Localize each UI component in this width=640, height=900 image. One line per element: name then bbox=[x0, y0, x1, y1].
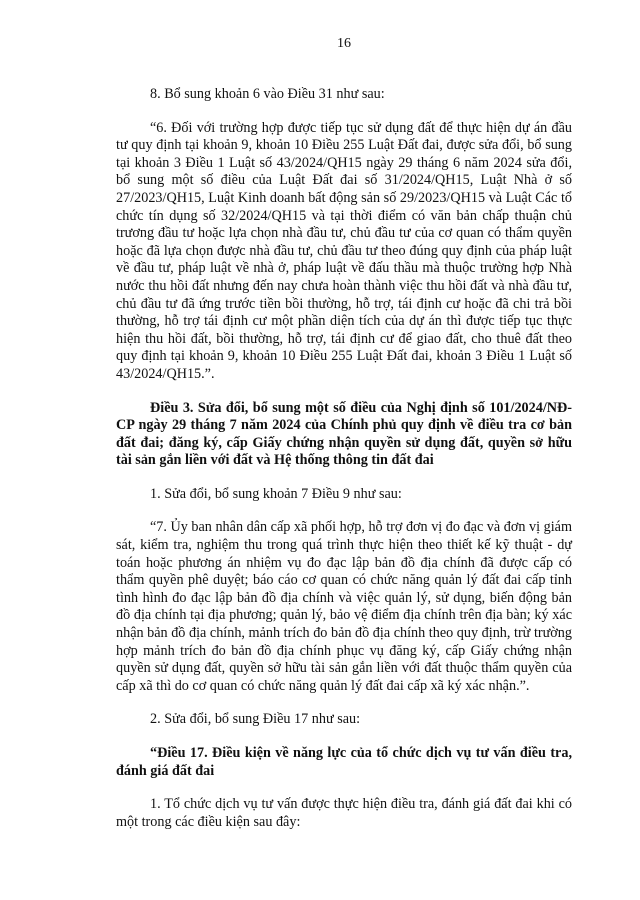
page-number: 16 bbox=[337, 36, 351, 51]
amendment-item-1: 1. Sửa đổi, bổ sung khoản 7 Điều 9 như sau: bbox=[150, 485, 402, 502]
article-17-heading: “Điều 17. Điều kiện về năng lực của tổ chức dịch vụ tư vấn điều tra, đánh giá đất đai bbox=[116, 745, 572, 779]
amendment-item-2: 2. Sửa đổi, bổ sung Điều 17 như sau: bbox=[150, 711, 361, 728]
article-17-clause-1: 1. Tổ chức dịch vụ tư vấn được thực hiện điều tra, đánh giá đất đai khi có một trong các điều kiện sau đây: bbox=[116, 796, 572, 830]
clause-6-text: “6. Đối với trường hợp được tiếp tục sử dụng đất để thực hiện dự án đầu tư quy định tại khoản 9, khoản 10 Điều 255 Luật Đất đai, được sửa đổi, bổ sung tại khoản 3 Điều 1 Luật số 43/2024/QH15 ngày 29 tháng 6 năm 2024 sửa đổi, bổ sung một số điều của Luật Đất đai số 31/2024/QH15, Luật Nhà ở số 27/2023/QH15, Luật Kinh doanh bất động sản số 29/2023/QH15 và Luật Các tổ chức tín dụng số 32/2024/QH15 và tại thời điểm có văn bản chấp thuận chủ trương đầu tư hoặc lựa chọn nhà đầu tư, chủ đầu tư của cơ quan có thẩm quyền hoặc đã lựa chọn được nhà đầu tư, chủ đầu tư theo đúng quy định của pháp luật về đầu tư, pháp luật về nhà ở, pháp luật về đấu thầu mà thuộc trường hợp Nhà nước thu hồi đất nhưng đến nay chưa hoàn thành việc thu hồi đất và nhà đầu tư, chủ đầu tư đã ứng trước tiền bồi thường, hỗ trợ, tái định cư hoặc đã chi trả bồi thường, hỗ trợ tái định cư một phần diện tích của dự án thì được tiếp tục thực hiện thu hồi đất, bồi thường, hỗ trợ, tái định cư để giao đất, cho thuê đất theo quy định tại khoản 9, khoản 10 Điều 255 Luật Đất đai, khoản 3 Điều 1 Luật số 43/2024/QH15.”. bbox=[116, 119, 572, 382]
article-3-heading: Điều 3. Sửa đổi, bổ sung một số điều của Nghị định số 101/2024/NĐ-CP ngày 29 tháng 7 năm 2024 của Chính phủ quy định về điều tra cơ bản đất đai; đăng ký, cấp Giấy chứng nhận quyền sử dụng đất, quyền sở hữu tài sản gắn liền với đất và Hệ thống thông tin đất đai bbox=[116, 399, 572, 469]
amendment-item-8: 8. Bổ sung khoản 6 vào Điều 31 như sau: bbox=[150, 86, 385, 102]
clause-7-text: “7. Ủy ban nhân dân cấp xã phối hợp, hỗ trợ đơn vị đo đạc và đơn vị giám sát, kiểm tra, nghiệm thu trong quá trình thực hiện theo thiết kế kỹ thuật - dự toán hoặc phương án nhiệm vụ đo đạc lập bản đồ địa chính đã được cấp có thẩm quyền phê duyệt; báo cáo cơ quan có chức năng quản lý đất đai cấp tỉnh tình hình đo đạc lập bản đồ địa chính và việc quản lý, sử dụng, biến động bản đồ địa chính tại địa phương; quản lý, bảo vệ điểm địa chính trên địa bàn; ký xác nhận bản đồ địa chính, mảnh trích đo bản đồ địa chính theo quy định, trừ trường hợp mảnh trích đo bản đồ địa chính phục vụ đăng ký, cấp Giấy chứng nhận quyền sử dụng đất, quyền sở hữu tài sản gắn liền với đất thuộc thẩm quyền của cấp xã thì do cơ quan có chức năng quản lý đất đai cấp xã ký xác nhận.”. bbox=[116, 519, 572, 694]
